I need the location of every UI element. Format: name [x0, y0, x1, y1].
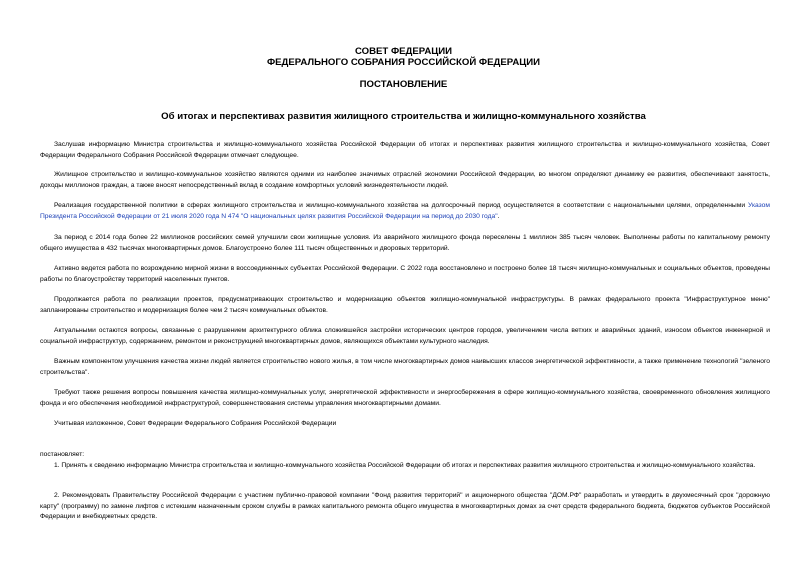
paragraph-quality: Требуют также решения вопросы повышения качества жилищно-коммунальных услуг, энергетической эффективности и энергосбережения в сфере жилищно-коммунального хозяйства, своевременного обновления жилищного фонда и его обеспечения необходимой инфраструктурой, совершенствования системы управления многоквартирными домами.	[40, 389, 770, 407]
resolution-item-2: 2. Рекомендовать Правительству Российской Федерации с участием публично-правовой компании "Фонд развития территорий" и акционерного общества "ДОМ.РФ" разработать и утвердить в двухмесячный срок "дорожную карту" (программу) по замене лифтов с истекшим назначенным сроком службы в рамках капитального ремонта общего имущества в многоквартирных домах за счет средств федерального бюджета, бюджетов субъектов Российской Федерации и внебюджетных средств.	[40, 492, 770, 520]
paragraph-resolves: постановляет:	[40, 451, 85, 458]
paragraph-reunified-regions: Активно ведется работа по возрождению мирной жизни в воссоединенных субъектах Российской Федерации. С 2022 года восстановлено и построено более 18 тысяч жилищно-коммунальных и социальных объектов, проведены работы по благоустройству территорий населенных пунктов.	[40, 265, 770, 283]
resolution-item-1: 1. Принять к сведению информацию Министра строительства и жилищно-коммунального хозяйства Российской Федерации об итогах и перспективах развития жилищного строительства и жилищно-коммунального хозяйства.	[54, 462, 756, 469]
paragraph-text: Реализация государственной политики в сферах жилищного строительства и жилищно-коммунального хозяйства на долгосрочный период осуществляется в соответствии с национальными целями, определенными	[54, 202, 749, 209]
document-type: ПОСТАНОВЛЕНИЕ	[359, 79, 448, 90]
paragraph-intro: Заслушав информацию Министра строительства и жилищно-коммунального хозяйства Российской Федерации об итогах и перспективах развития жилищного строительства и жилищно-коммунального хозяйства, Совет Федерации Федерального Собрания Российской Федерации отмечает следующее.	[40, 141, 770, 159]
paragraph-issues: Актуальными остаются вопросы, связанные с разрушением архитектурного облика сложившейся застройки исторических центров городов, увеличением числа ветхих и аварийных зданий, износом объектов инженерной и социальной инфраструктур, содержанием, ремонтом и реконструкцией многоквартирных домов, являющихся объектами культурного наследия.	[40, 327, 770, 345]
issuer-line-1: СОВЕТ ФЕДЕРАЦИИ	[354, 46, 453, 57]
paragraph-new-housing: Важным компонентом улучшения качества жизни людей является строительство нового жилья, в том числе многоквартирных домов наивысших классов энергетической эффективности, а также применение технологий "зеленого строительства".	[40, 358, 770, 376]
paragraph-results: За период с 2014 года более 22 миллионов российских семей улучшили свои жилищные условия. Из аварийного жилищного фонда переселены 1 миллион 385 тысяч человек. Выполнены работы по капитальному ремонту общего имущества в 432 тысячах многоквартирных домов. Благоустроено более 111 тысяч общественных и дворовых территорий.	[40, 234, 770, 252]
issuer-line-2: ФЕДЕРАЛЬНОГО СОБРАНИЯ РОССИЙСКОЙ ФЕДЕРАЦИИ	[266, 57, 541, 68]
paragraph-text-end: .	[497, 212, 500, 220]
document-title: Об итогах и перспективах развития жилищного строительства и жилищно-коммунального хозяйства	[161, 111, 646, 122]
paragraph-significance: Жилищное строительство и жилищно-коммунальное хозяйство являются одними из наиболее значимых отраслей экономики Российской Федерации, во многом определяют динамику ее развития, обеспечивают занятость, доходы миллионов граждан, а также вносят непосредственный вклад в создание комфортных условий жизнедеятельности людей.	[40, 171, 770, 189]
paragraph-infrastructure: Продолжается работа по реализации проектов, предусматривающих строительство и модернизацию объектов жилищно-коммунальной инфраструктуры. В рамках федерального проекта "Инфраструктурное меню" запланированы строительство и модернизация более чем 2 тысяч коммунальных объектов.	[40, 296, 770, 314]
decree-link[interactable]: Указом Президента Российской Федерации от 21 июля 2020 года N 474 "О национальных целях развития Российской Федерации на период до 2030 года"	[40, 202, 770, 220]
paragraph-state-policy	[40, 201, 770, 222]
paragraph-considering: Учитывая изложенное, Совет Федерации Федерального Собрания Российской Федерации	[54, 420, 337, 427]
